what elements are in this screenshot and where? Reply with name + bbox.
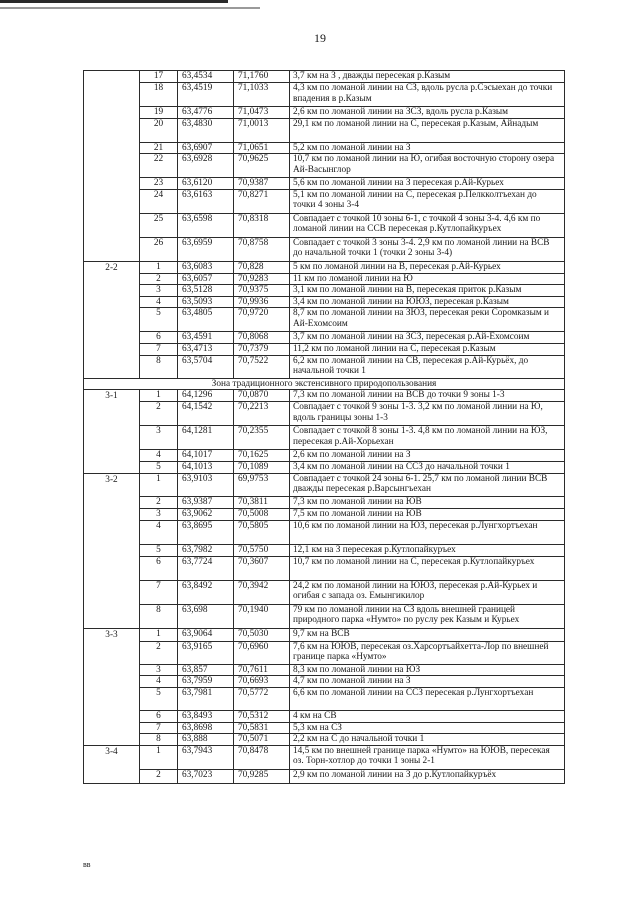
table-row: [84, 580, 565, 604]
table-row: [84, 189, 565, 213]
point-number-cell: 25: [140, 213, 178, 237]
section-title: Зона традиционного экстенсивного природопользования: [84, 378, 565, 390]
table-row: [84, 426, 565, 450]
longitude-cell: 70,8758: [234, 237, 290, 261]
route-description-cell: 7,3 км по ломаной линии на ЮВ: [290, 496, 565, 508]
table-row: [84, 332, 565, 344]
route-description-cell: 3,1 км по ломаной линии на В, пересекая приток р.Казым: [290, 285, 565, 297]
table-row: [84, 604, 565, 628]
latitude-cell: 63,9165: [178, 641, 234, 664]
point-number-cell: 6: [140, 710, 178, 722]
latitude-cell: 63,888: [178, 734, 234, 746]
route-description-cell: Совпадает с точкой 10 зоны 6-1, с точкой 4 зоны 3-4. 4,6 км по ломаной линии на ССВ пересекая р.Кутлопайкуръех: [290, 213, 565, 237]
point-number-cell: 5: [140, 462, 178, 474]
point-number-cell: 5: [140, 308, 178, 332]
latitude-cell: 63,9103: [178, 473, 234, 496]
route-description-cell: 5,6 км по ломаной линии на З пересекая р.Ай-Курьех: [290, 178, 565, 190]
table-row: [84, 462, 565, 474]
table-row: [84, 664, 565, 676]
table-row: [84, 296, 565, 308]
table-row: [84, 71, 565, 83]
table-row: [84, 344, 565, 356]
table-row: [84, 496, 565, 508]
point-number-cell: 22: [140, 154, 178, 178]
route-description-cell: 4,3 км по ломаной линии на СЗ, вдоль русла р.Сэсыехан до точки впадения в р.Казым: [290, 83, 565, 107]
longitude-cell: 70,1625: [234, 450, 290, 462]
longitude-cell: 70,1089: [234, 462, 290, 474]
route-description-cell: 8,3 км по ломаной линии на ЮЗ: [290, 664, 565, 676]
latitude-cell: 63,7943: [178, 745, 234, 769]
page-number: 19: [314, 31, 326, 45]
longitude-cell: 70,5030: [234, 628, 290, 641]
table-row: [84, 769, 565, 783]
route-description-cell: 14,5 км по внешней границе парка «Нумто» на ЮЮВ, пересекая оз. Торн-хотлор до точки 1 зоны 2-1: [290, 745, 565, 769]
latitude-cell: 63,8698: [178, 722, 234, 734]
route-description-cell: 3,4 км по ломаной линии на ССЗ до начальной точки 1: [290, 462, 565, 474]
latitude-cell: 63,5093: [178, 296, 234, 308]
latitude-cell: 63,4534: [178, 71, 234, 83]
longitude-cell: 70,9936: [234, 296, 290, 308]
point-number-cell: 24: [140, 189, 178, 213]
route-description-cell: Совпадает с точкой 3 зоны 3-4. 2,9 км по ломаной линии на ВСВ до начальной точки 1 (точки 2 зоны 3-4): [290, 237, 565, 261]
zone-name-cell: 3-3: [84, 628, 140, 745]
route-description-cell: 10,7 км по ломаной линии на С, пересекая р.Кутлопайкуръех: [290, 556, 565, 580]
point-number-cell: 8: [140, 604, 178, 628]
latitude-cell: 63,9064: [178, 628, 234, 641]
longitude-cell: 70,5772: [234, 687, 290, 710]
point-number-cell: 8: [140, 355, 178, 378]
route-description-cell: 6,6 км по ломаной линии на ССЗ пересекая р.Лунгхортъехан: [290, 687, 565, 710]
point-number-cell: 2: [140, 402, 178, 426]
latitude-cell: 63,7023: [178, 769, 234, 783]
table-row: [84, 734, 565, 746]
zone-name-cell: 3-4: [84, 745, 140, 783]
longitude-cell: 70,828: [234, 261, 290, 273]
latitude-cell: 63,7982: [178, 544, 234, 556]
longitude-cell: 70,8318: [234, 213, 290, 237]
latitude-cell: 63,7959: [178, 676, 234, 688]
longitude-cell: 70,9375: [234, 285, 290, 297]
zone-name-cell: 3-2: [84, 473, 140, 628]
point-number-cell: 2: [140, 641, 178, 664]
route-description-cell: 29,1 км по ломаной линии на С, пересекая р.Казым, Айнадым: [290, 118, 565, 142]
point-number-cell: 5: [140, 687, 178, 710]
route-description-cell: 2,2 км на С до начальной точки 1: [290, 734, 565, 746]
longitude-cell: 70,5750: [234, 544, 290, 556]
route-description-cell: 11,2 км по ломаной линии на С, пересекая р.Казым: [290, 344, 565, 356]
table-row: [84, 710, 565, 722]
latitude-cell: 63,698: [178, 604, 234, 628]
point-number-cell: 7: [140, 722, 178, 734]
point-number-cell: 3: [140, 664, 178, 676]
point-number-cell: 5: [140, 544, 178, 556]
route-description-cell: Совпадает с точкой 24 зоны 6-1. 25,7 км по ломаной линии ВСВ дважды пересекая р.Варсынгъехан: [290, 473, 565, 496]
route-description-cell: 24,2 км по ломаной линии на ЮЮЗ, пересекая р.Ай-Курьех и огибая с запада оз. Емынгикилор: [290, 580, 565, 604]
route-description-cell: 7,5 км по ломаной линии на ЮВ: [290, 508, 565, 520]
point-number-cell: 18: [140, 83, 178, 107]
longitude-cell: 69,9753: [234, 473, 290, 496]
table-row: [84, 237, 565, 261]
latitude-cell: 63,857: [178, 664, 234, 676]
latitude-cell: 63,6057: [178, 273, 234, 285]
table-row: [84, 107, 565, 119]
point-number-cell: 3: [140, 285, 178, 297]
longitude-cell: 71,0473: [234, 107, 290, 119]
route-description-cell: 6,2 км по ломаной линии на СВ, пересекая р.Ай-Курьёх, до начальной точки 1: [290, 355, 565, 378]
zone-name-cell: [84, 71, 140, 262]
longitude-cell: 70,3942: [234, 580, 290, 604]
point-number-cell: 8: [140, 734, 178, 746]
table-row: [84, 508, 565, 520]
table-row: [84, 213, 565, 237]
longitude-cell: 70,7379: [234, 344, 290, 356]
longitude-cell: 70,8478: [234, 745, 290, 769]
latitude-cell: 63,8695: [178, 520, 234, 544]
route-description-cell: 8,7 км по ломаной линии на ЗЮЗ, пересекая реки Соромказым и Ай-Ехомсоим: [290, 308, 565, 332]
point-number-cell: 7: [140, 344, 178, 356]
latitude-cell: 63,8492: [178, 580, 234, 604]
route-description-cell: 3,7 км на З , дважды пересекая р.Казым: [290, 71, 565, 83]
point-number-cell: 19: [140, 107, 178, 119]
table-row: [84, 83, 565, 107]
table-row: [84, 628, 565, 641]
longitude-cell: 70,9283: [234, 273, 290, 285]
latitude-cell: 63,6163: [178, 189, 234, 213]
table-row: [84, 142, 565, 154]
point-number-cell: 4: [140, 296, 178, 308]
route-description-cell: 3,7 км по ломаной линии на ЗСЗ, пересекая р.Ай-Ехомсоим: [290, 332, 565, 344]
route-description-cell: 9,7 км на ВСВ: [290, 628, 565, 641]
table-row: [84, 261, 565, 273]
latitude-cell: 64,1281: [178, 426, 234, 450]
point-number-cell: 2: [140, 769, 178, 783]
longitude-cell: 70,3811: [234, 496, 290, 508]
latitude-cell: 63,6959: [178, 237, 234, 261]
route-description-cell: Совпадает с точкой 9 зоны 1-3. 3,2 км по ломаной линии на Ю, вдоль границы зоны 1-3: [290, 402, 565, 426]
route-description-cell: 5,1 км по ломаной линии на С, пересекая р.Пелкколтъехан до точки 4 зоны 3-4: [290, 189, 565, 213]
longitude-cell: 70,7611: [234, 664, 290, 676]
route-description-cell: 5,2 км по ломаной линии на З: [290, 142, 565, 154]
point-number-cell: 4: [140, 450, 178, 462]
latitude-cell: 63,4805: [178, 308, 234, 332]
table-row: [84, 285, 565, 297]
latitude-cell: 63,6928: [178, 154, 234, 178]
table-row: [84, 473, 565, 496]
point-number-cell: 1: [140, 628, 178, 641]
zone-name-cell: 2-2: [84, 261, 140, 378]
latitude-cell: 63,6907: [178, 142, 234, 154]
point-number-cell: 20: [140, 118, 178, 142]
section-title-row: [84, 378, 565, 390]
route-description-cell: 4,7 км по ломаной линии на З: [290, 676, 565, 688]
longitude-cell: 70,9387: [234, 178, 290, 190]
longitude-cell: 71,0651: [234, 142, 290, 154]
longitude-cell: 70,9285: [234, 769, 290, 783]
longitude-cell: 70,5805: [234, 520, 290, 544]
longitude-cell: 70,9625: [234, 154, 290, 178]
longitude-cell: 70,5071: [234, 734, 290, 746]
point-number-cell: 6: [140, 332, 178, 344]
longitude-cell: 70,1940: [234, 604, 290, 628]
point-number-cell: 4: [140, 676, 178, 688]
route-description-cell: 2,6 км по ломаной линии на З: [290, 450, 565, 462]
point-number-cell: 2: [140, 273, 178, 285]
route-description-cell: 7,3 км по ломаной линии на ВСВ до точки 9 зоны 1-3: [290, 390, 565, 402]
table-row: [84, 178, 565, 190]
longitude-cell: 70,8271: [234, 189, 290, 213]
latitude-cell: 63,4830: [178, 118, 234, 142]
table-row: [84, 722, 565, 734]
latitude-cell: 63,4591: [178, 332, 234, 344]
latitude-cell: 63,8493: [178, 710, 234, 722]
point-number-cell: 7: [140, 580, 178, 604]
table-row: [84, 520, 565, 544]
latitude-cell: 63,7981: [178, 687, 234, 710]
table-row: [84, 273, 565, 285]
latitude-cell: 64,1542: [178, 402, 234, 426]
latitude-cell: 64,1017: [178, 450, 234, 462]
point-number-cell: 4: [140, 520, 178, 544]
latitude-cell: 63,6598: [178, 213, 234, 237]
coordinates-table: [83, 70, 565, 784]
longitude-cell: 70,2355: [234, 426, 290, 450]
table-row: [84, 450, 565, 462]
scan-edge-mark: [0, 0, 228, 3]
table-row: [84, 745, 565, 769]
route-description-cell: 4 км на СВ: [290, 710, 565, 722]
latitude-cell: 63,5704: [178, 355, 234, 378]
point-number-cell: 23: [140, 178, 178, 190]
route-description-cell: 7,6 км на ЮЮВ, пересекая оз.Харсортъайхетта-Лор по внешней границе парка «Нумто»: [290, 641, 565, 664]
table-row: [84, 544, 565, 556]
route-description-cell: 5 км по ломаной линии на В, пересекая р.Ай-Курьех: [290, 261, 565, 273]
latitude-cell: 63,9062: [178, 508, 234, 520]
table-row: [84, 355, 565, 378]
route-description-cell: 2,9 км по ломаной линии на З до р.Кутлопайкуръёх: [290, 769, 565, 783]
longitude-cell: 70,9720: [234, 308, 290, 332]
point-number-cell: 17: [140, 71, 178, 83]
latitude-cell: 63,4776: [178, 107, 234, 119]
point-number-cell: 1: [140, 473, 178, 496]
longitude-cell: 70,2213: [234, 402, 290, 426]
latitude-cell: 63,7724: [178, 556, 234, 580]
longitude-cell: 71,1033: [234, 83, 290, 107]
route-description-cell: Совпадает с точкой 8 зоны 1-3. 4,8 км по ломаной линии на ЮЗ, пересекая р.Ай-Хорьехан: [290, 426, 565, 450]
point-number-cell: 21: [140, 142, 178, 154]
route-description-cell: 10,6 км по ломаной линии на ЮЗ, пересекая р.Лунгхортъехан: [290, 520, 565, 544]
latitude-cell: 64,1013: [178, 462, 234, 474]
route-description-cell: 11 км по ломаной линии на Ю: [290, 273, 565, 285]
longitude-cell: 70,0870: [234, 390, 290, 402]
latitude-cell: 64,1296: [178, 390, 234, 402]
coordinates-table-body: [84, 71, 565, 784]
footer-mark: вв: [83, 860, 91, 869]
latitude-cell: 63,9387: [178, 496, 234, 508]
longitude-cell: 70,8068: [234, 332, 290, 344]
table-row: [84, 308, 565, 332]
table-row: [84, 687, 565, 710]
longitude-cell: 71,1760: [234, 71, 290, 83]
table-row: [84, 676, 565, 688]
route-description-cell: 79 км по ломаной линии на СЗ вдоль внешней границей природного парка «Нумто» по руслу рек Казым и Курьех: [290, 604, 565, 628]
point-number-cell: 1: [140, 745, 178, 769]
longitude-cell: 70,5831: [234, 722, 290, 734]
table-row: [84, 641, 565, 664]
longitude-cell: 70,5312: [234, 710, 290, 722]
table-row: [84, 118, 565, 142]
point-number-cell: 2: [140, 496, 178, 508]
longitude-cell: 70,3607: [234, 556, 290, 580]
point-number-cell: 3: [140, 426, 178, 450]
table-row: [84, 556, 565, 580]
point-number-cell: 1: [140, 261, 178, 273]
longitude-cell: 70,5008: [234, 508, 290, 520]
route-description-cell: 2,6 км по ломаной линии на ЗСЗ, вдоль русла р.Казым: [290, 107, 565, 119]
longitude-cell: 71,0013: [234, 118, 290, 142]
point-number-cell: 6: [140, 556, 178, 580]
longitude-cell: 70,7522: [234, 355, 290, 378]
table-row: [84, 390, 565, 402]
scan-edge-mark-faint: [0, 7, 260, 9]
point-number-cell: 1: [140, 390, 178, 402]
longitude-cell: 70,6693: [234, 676, 290, 688]
point-number-cell: 3: [140, 508, 178, 520]
latitude-cell: 63,4519: [178, 83, 234, 107]
table-row: [84, 154, 565, 178]
route-description-cell: 10,7 км по ломаной линии на Ю, огибая восточную сторону озера Ай-Васынглор: [290, 154, 565, 178]
latitude-cell: 63,4713: [178, 344, 234, 356]
route-description-cell: 12,1 км на З пересекая р.Кутлопайкуръех: [290, 544, 565, 556]
latitude-cell: 63,6120: [178, 178, 234, 190]
route-description-cell: 5,3 км на СЗ: [290, 722, 565, 734]
route-description-cell: 3,4 км по ломаной линии на ЮЮЗ, пересекая р.Казым: [290, 296, 565, 308]
point-number-cell: 26: [140, 237, 178, 261]
latitude-cell: 63,5128: [178, 285, 234, 297]
zone-name-cell: 3-1: [84, 390, 140, 474]
latitude-cell: 63,6083: [178, 261, 234, 273]
table-row: [84, 402, 565, 426]
longitude-cell: 70,6960: [234, 641, 290, 664]
